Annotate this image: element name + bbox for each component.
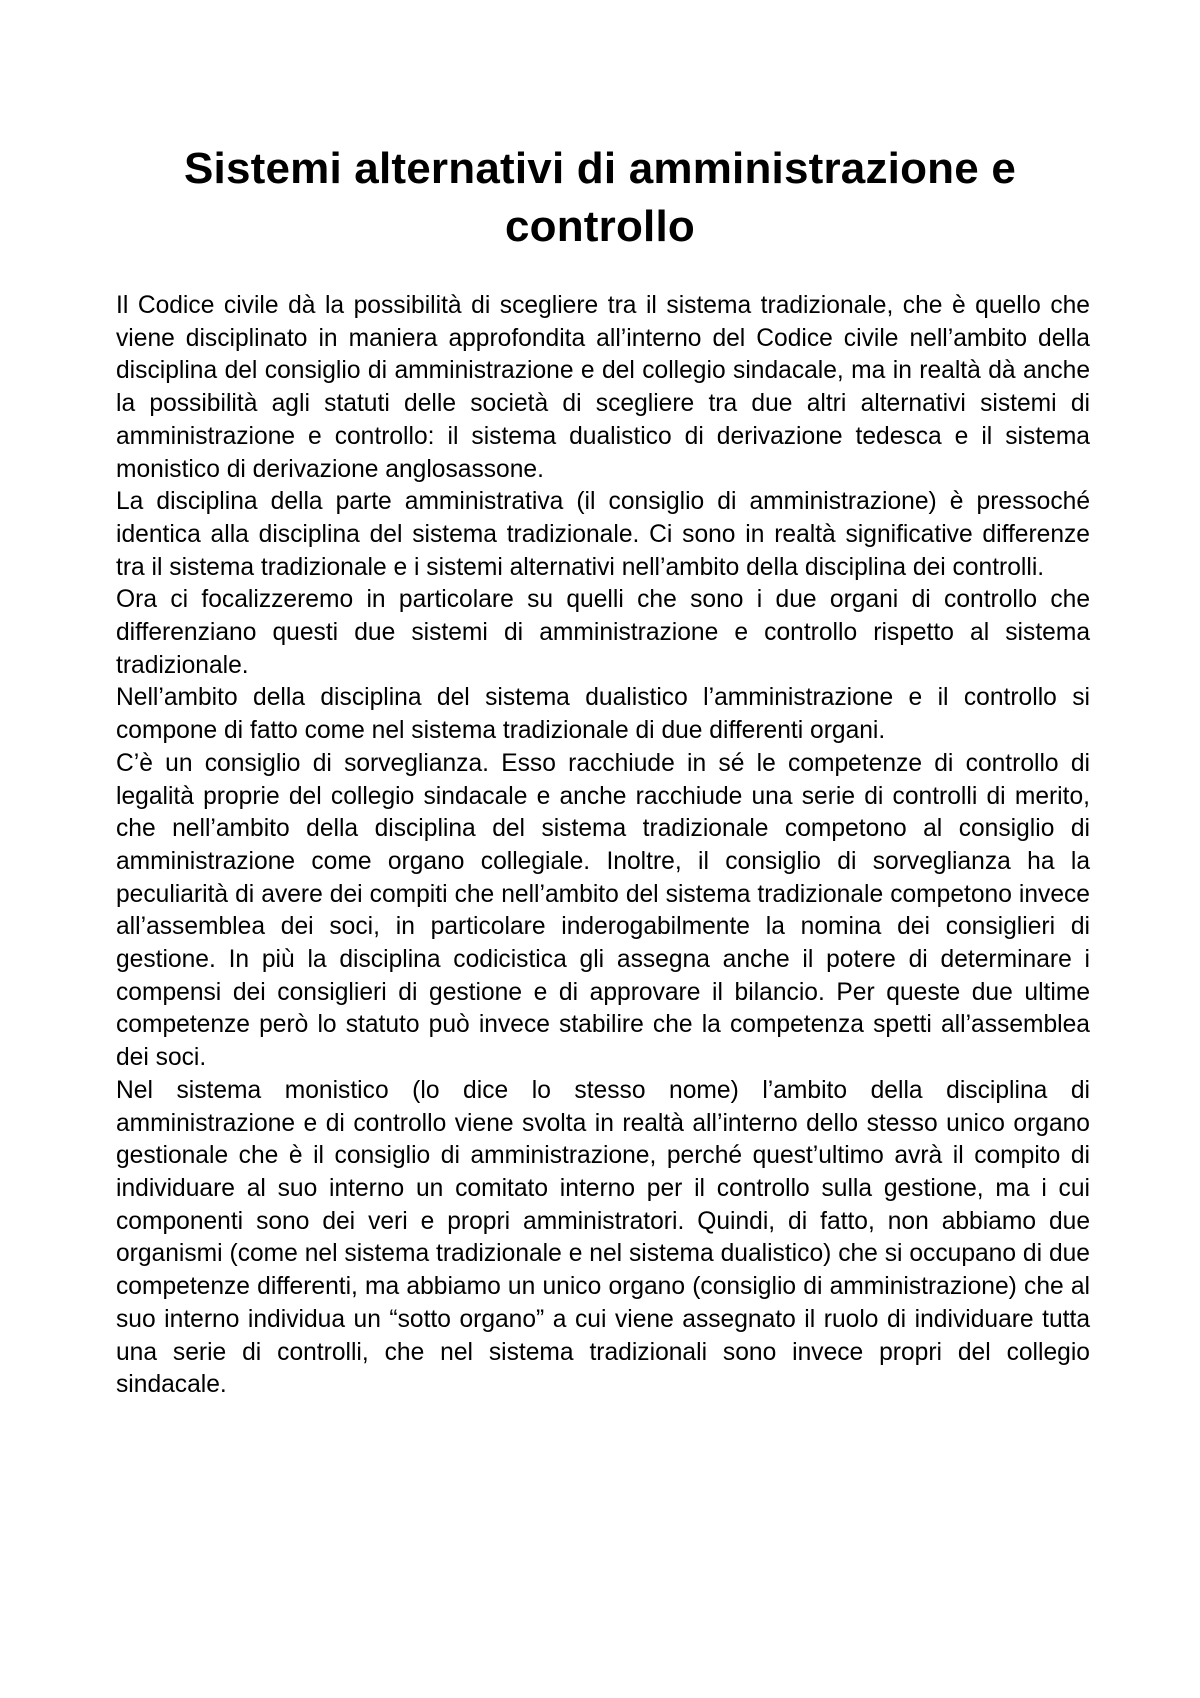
paragraph-intro: Il Codice civile dà la possibilità di scegliere tra il sistema tradizionale, che è quello che viene disciplinato in maniera approfondita all’interno del Codice civile nell’ambito della disciplina del consiglio di amministrazione e del collegio sindacale, ma in realtà dà anche la possibilità agli statuti delle società di scegliere tra due altri alternativi sistemi di amministrazione e controllo: il sistema dualistico di derivazione tedesca e il sistema monistico di derivazione anglosassone. [116, 292, 1090, 483]
page-title: Sistemi alternativi di amministrazione e controllo [183, 144, 1017, 251]
paragraph-dualistic-system: Nell’ambito della disciplina del sistema dualistico l’amministrazione e il controllo si compone di fatto come nel sistema tradizionale di due differenti organi. [116, 684, 1090, 745]
document-body [116, 290, 1090, 1402]
paragraph-control-organs: Ora ci focalizzeremo in particolare su quelli che sono i due organi di controllo che differenziano questi due sistemi di amministrazione e controllo rispetto al sistema tradizionale. [116, 586, 1090, 679]
paragraph-administrative-discipline: La disciplina della parte amministrativa (il consiglio di amministrazione) è pressoché identica alla disciplina del sistema tradizionale. Ci sono in realtà significative differenze tra il sistema tradizionale e i sistemi alternativi nell’ambito della disciplina dei controlli. [116, 488, 1090, 581]
paragraph-supervisory-board: C’è un consiglio di sorveglianza. Esso racchiude in sé le competenze di controllo di legalità proprie del collegio sindacale e anche racchiude una serie di controlli di merito, che nell’ambito della disciplina del sistema tradizionale competono al consiglio di amministrazione come organo collegiale. Inoltre, il consiglio di sorveglianza ha la peculiarità di avere dei compiti che nell’ambito del sistema tradizionale competono invece all’assemblea dei soci, in particolare inderogabilmente la nomina dei consiglieri di gestione. In più la disciplina codicistica gli assegna anche il potere di determinare i compensi dei consiglieri di gestione e di approvare il bilancio. Per queste due ultime competenze però lo statuto può invece stabilire che la competenza spetti all’assemblea dei soci. [116, 749, 1090, 1072]
paragraph-monistic-system: Nel sistema monistico (lo dice lo stesso nome) l’ambito della disciplina di amministrazione e di controllo viene svolta in realtà all’interno dello stesso unico organo gestionale che è il consiglio di amministrazione, perché quest’ultimo avrà il compito di individuare al suo interno un comitato interno per il controllo sulla gestione, ma i cui componenti sono dei veri e propri amministratori. Quindi, di fatto, non abbiamo due organismi (come nel sistema tradizionale e nel sistema dualistico) che si occupano di due competenze differenti, ma abbiamo un unico organo (consiglio di amministrazione) che al suo interno individua un “sotto organo” a cui viene assegnato il ruolo di individuare tutta una serie di controlli, che nel sistema tradizionali sono invece propri del collegio sindacale. [116, 1076, 1090, 1399]
